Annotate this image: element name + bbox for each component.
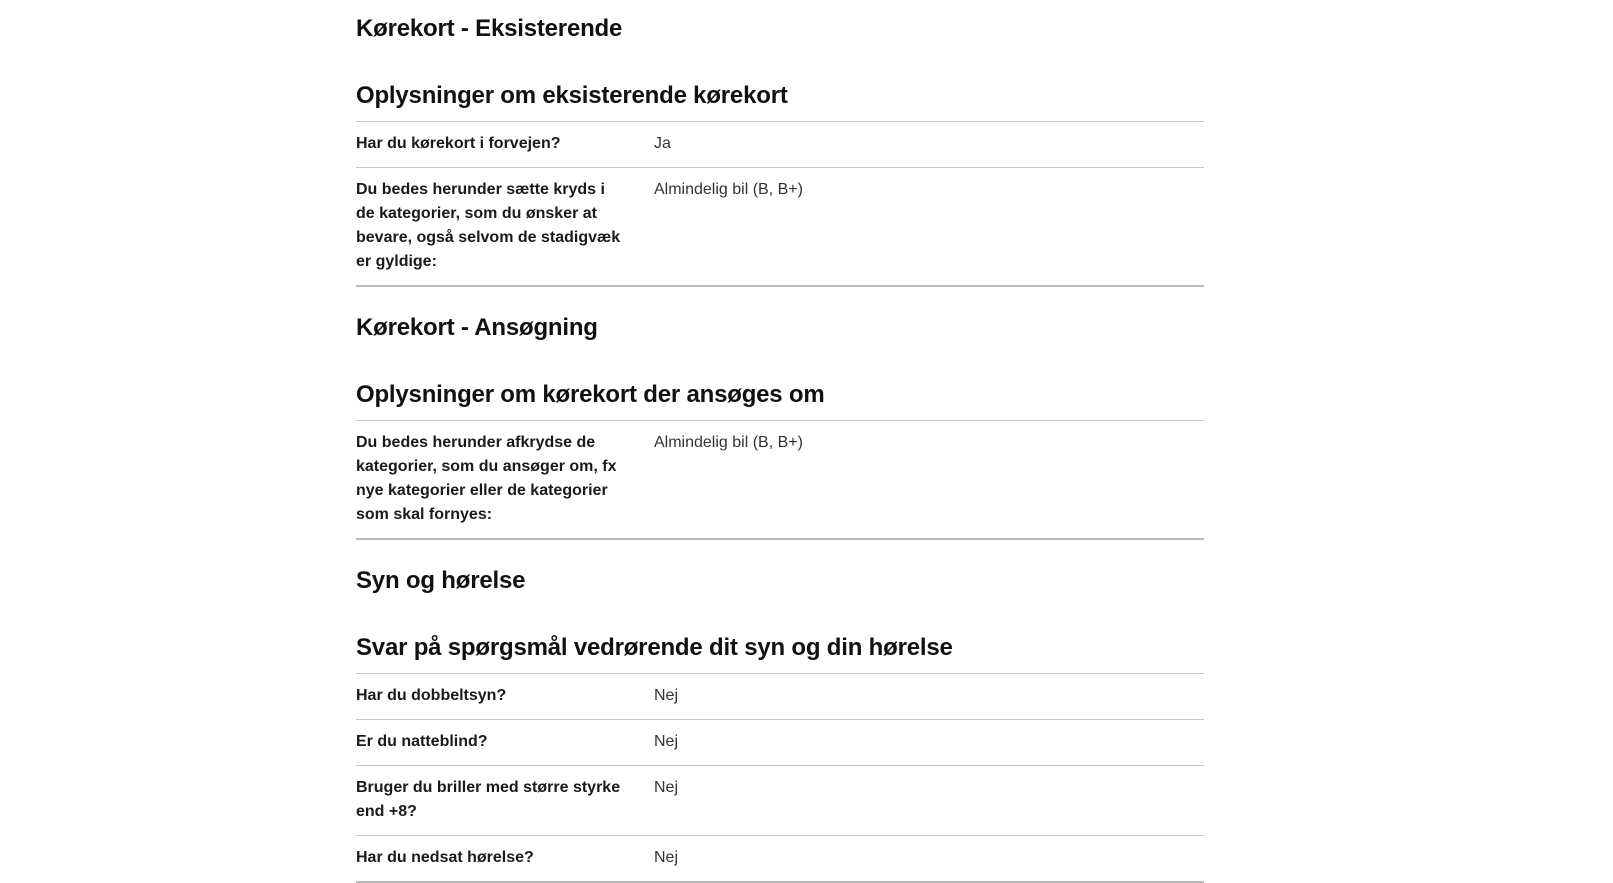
section-title-eksisterende: Kørekort - Eksisterende [356, 15, 623, 42]
answer-value: Ja [654, 135, 671, 152]
table-row [356, 167, 1204, 285]
question-label: Har du dobbeltsyn? [356, 687, 507, 704]
answer-value: Nej [654, 687, 679, 704]
summary-page [356, 0, 1204, 883]
answer-value: Almindelig bil (B, B+) [654, 181, 803, 198]
question-label: Du bedes herunder afkrydse de kategorier, som du ansøger om, fx nye kategorier eller de kategorier som skal fornyes: [356, 434, 617, 523]
question-label: Du bedes herunder sætte kryds i de kategorier, som du ønsker at bevare, også selvom de stadigvæk er gyldige: [356, 181, 621, 270]
question-label: Bruger du briller med større styrke end +8? [356, 779, 621, 820]
answers-table-ansoegning [356, 420, 1204, 540]
table-row [356, 421, 1204, 538]
answer-value: Almindelig bil (B, B+) [654, 434, 803, 451]
table-row [356, 835, 1204, 881]
answers-table-syn-og-hoerelse [356, 673, 1204, 883]
table-row [356, 674, 1204, 719]
question-label: Har du nedsat hørelse? [356, 849, 534, 866]
answer-value: Nej [654, 849, 679, 866]
table-row [356, 122, 1204, 167]
question-label: Har du kørekort i forvejen? [356, 135, 561, 152]
question-label: Er du natteblind? [356, 733, 488, 750]
subsection-title-eksisterende: Oplysninger om eksisterende kørekort [356, 82, 788, 109]
table-row [356, 719, 1204, 765]
section-title-ansoegning: Kørekort - Ansøgning [356, 314, 598, 341]
subsection-title-syn-og-hoerelse: Svar på spørgsmål vedrørende dit syn og din hørelse [356, 634, 953, 661]
subsection-title-ansoegning: Oplysninger om kørekort der ansøges om [356, 381, 825, 408]
answer-value: Nej [654, 733, 679, 750]
section-title-syn-og-hoerelse: Syn og hørelse [356, 567, 526, 594]
table-row [356, 765, 1204, 835]
answer-value: Nej [654, 779, 679, 796]
answers-table-eksisterende [356, 121, 1204, 287]
